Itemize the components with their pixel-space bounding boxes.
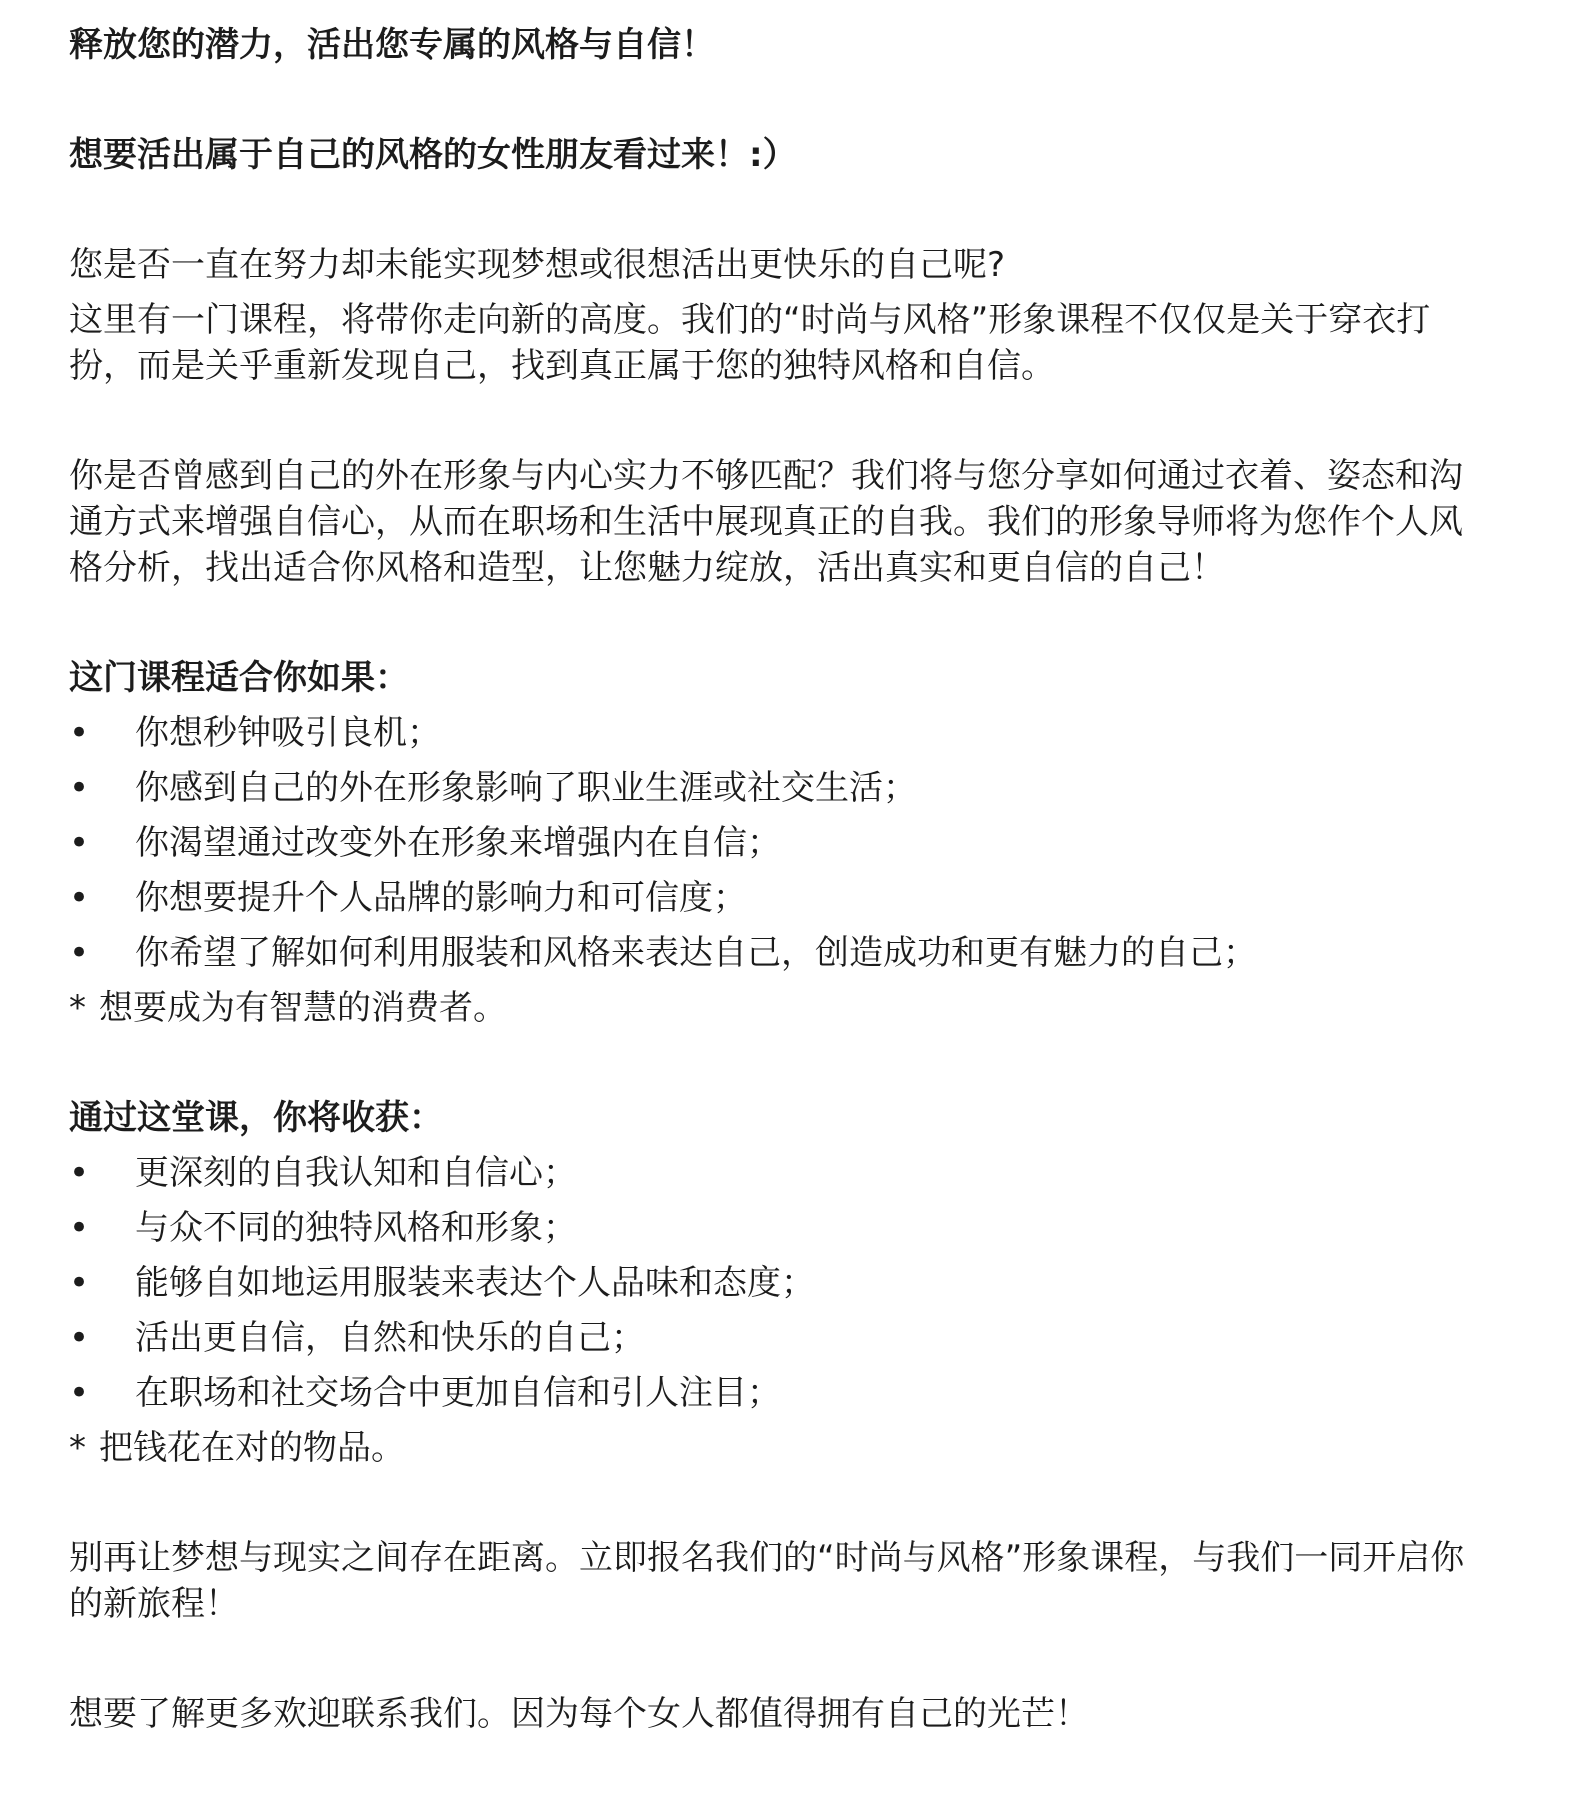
bullet-icon: • xyxy=(69,1263,90,1303)
asterisk-icon: * xyxy=(69,1428,86,1468)
list-item xyxy=(69,930,1519,976)
intro-paragraph-line: 扮，而是关乎重新发现自己，找到真正属于您的独特风格和自信。 xyxy=(69,346,1055,386)
closing-line: 想要了解更多欢迎联系我们。因为每个女人都值得拥有自己的光芒！ xyxy=(69,1694,1089,1734)
pitch-paragraph-line: 格分析，找出适合你风格和造型，让您魅力绽放，活出真实和更自信的自己！ xyxy=(69,548,1225,588)
bullet-icon: • xyxy=(69,933,90,973)
fit-list xyxy=(69,710,1519,1031)
pitch-paragraph-line: 通方式来增强自信心，从而在职场和生活中展现真正的自我。我们的形象导师将为您作个人风 xyxy=(69,502,1463,542)
list-item-extra xyxy=(69,1425,1519,1471)
bullet-icon: • xyxy=(69,1208,90,1248)
list-item-text: 能够自如地运用服装来表达个人品味和态度； xyxy=(135,1263,815,1303)
list-item-text: 活出更自信，自然和快乐的自己； xyxy=(135,1318,645,1358)
bullet-icon: • xyxy=(69,823,90,863)
bullet-icon: • xyxy=(69,768,90,808)
list-item xyxy=(69,1315,1519,1361)
list-item xyxy=(69,710,1519,756)
gain-section-heading: 通过这堂课，你将收获： xyxy=(69,1098,443,1138)
intro-paragraph-line: 这里有一门课程，将带你走向新的高度。我们的“时尚与风格”形象课程不仅仅是关于穿衣打 xyxy=(69,300,1431,340)
asterisk-icon: * xyxy=(69,988,86,1028)
list-item-text: 在职场和社交场合中更加自信和引人注目； xyxy=(135,1373,781,1413)
list-item-text: 你感到自己的外在形象影响了职业生涯或社交生活； xyxy=(135,768,917,808)
list-item xyxy=(69,765,1519,811)
bullet-icon: • xyxy=(69,1373,90,1413)
page-title: 释放您的潜力，活出您专属的风格与自信！ xyxy=(69,25,715,65)
fit-section-heading: 这门课程适合你如果： xyxy=(69,658,409,698)
list-item-text: 更深刻的自我认知和自信心； xyxy=(135,1153,577,1193)
list-item-text: 你想秒钟吸引良机； xyxy=(135,713,441,753)
intro-question: 您是否一直在努力却未能实现梦想或很想活出更快乐的自己呢? xyxy=(69,245,1006,285)
list-item-text: 你希望了解如何利用服装和风格来表达自己，创造成功和更有魅力的自己； xyxy=(135,933,1257,973)
bullet-icon: • xyxy=(69,1153,90,1193)
list-item-text: 想要成为有智慧的消费者。 xyxy=(99,988,507,1028)
list-item xyxy=(69,1260,1519,1306)
list-item xyxy=(69,1150,1519,1196)
list-item-extra xyxy=(69,985,1519,1031)
list-item xyxy=(69,1205,1519,1251)
list-item-text: 把钱花在对的物品。 xyxy=(99,1428,405,1468)
article-body xyxy=(69,22,1519,1737)
pitch-paragraph-line: 你是否曾感到自己的外在形象与内心实力不够匹配？我们将与您分享如何通过衣着、姿态和沟 xyxy=(69,456,1463,496)
subtitle: 想要活出属于自己的风格的女性朋友看过来！:） xyxy=(69,135,797,175)
bullet-icon: • xyxy=(69,1318,90,1358)
list-item-text: 你渴望通过改变外在形象来增强内在自信； xyxy=(135,823,781,863)
gain-list xyxy=(69,1150,1519,1471)
cta-paragraph-line: 别再让梦想与现实之间存在距离。立即报名我们的“时尚与风格”形象课程，与我们一同开启你 xyxy=(69,1538,1465,1578)
list-item-text: 你想要提升个人品牌的影响力和可信度； xyxy=(135,878,747,918)
list-item xyxy=(69,1370,1519,1416)
cta-paragraph-line: 的新旅程！ xyxy=(69,1584,239,1624)
list-item xyxy=(69,875,1519,921)
list-item-text: 与众不同的独特风格和形象； xyxy=(135,1208,577,1248)
list-item xyxy=(69,820,1519,866)
bullet-icon: • xyxy=(69,878,90,918)
bullet-icon: • xyxy=(69,713,90,753)
